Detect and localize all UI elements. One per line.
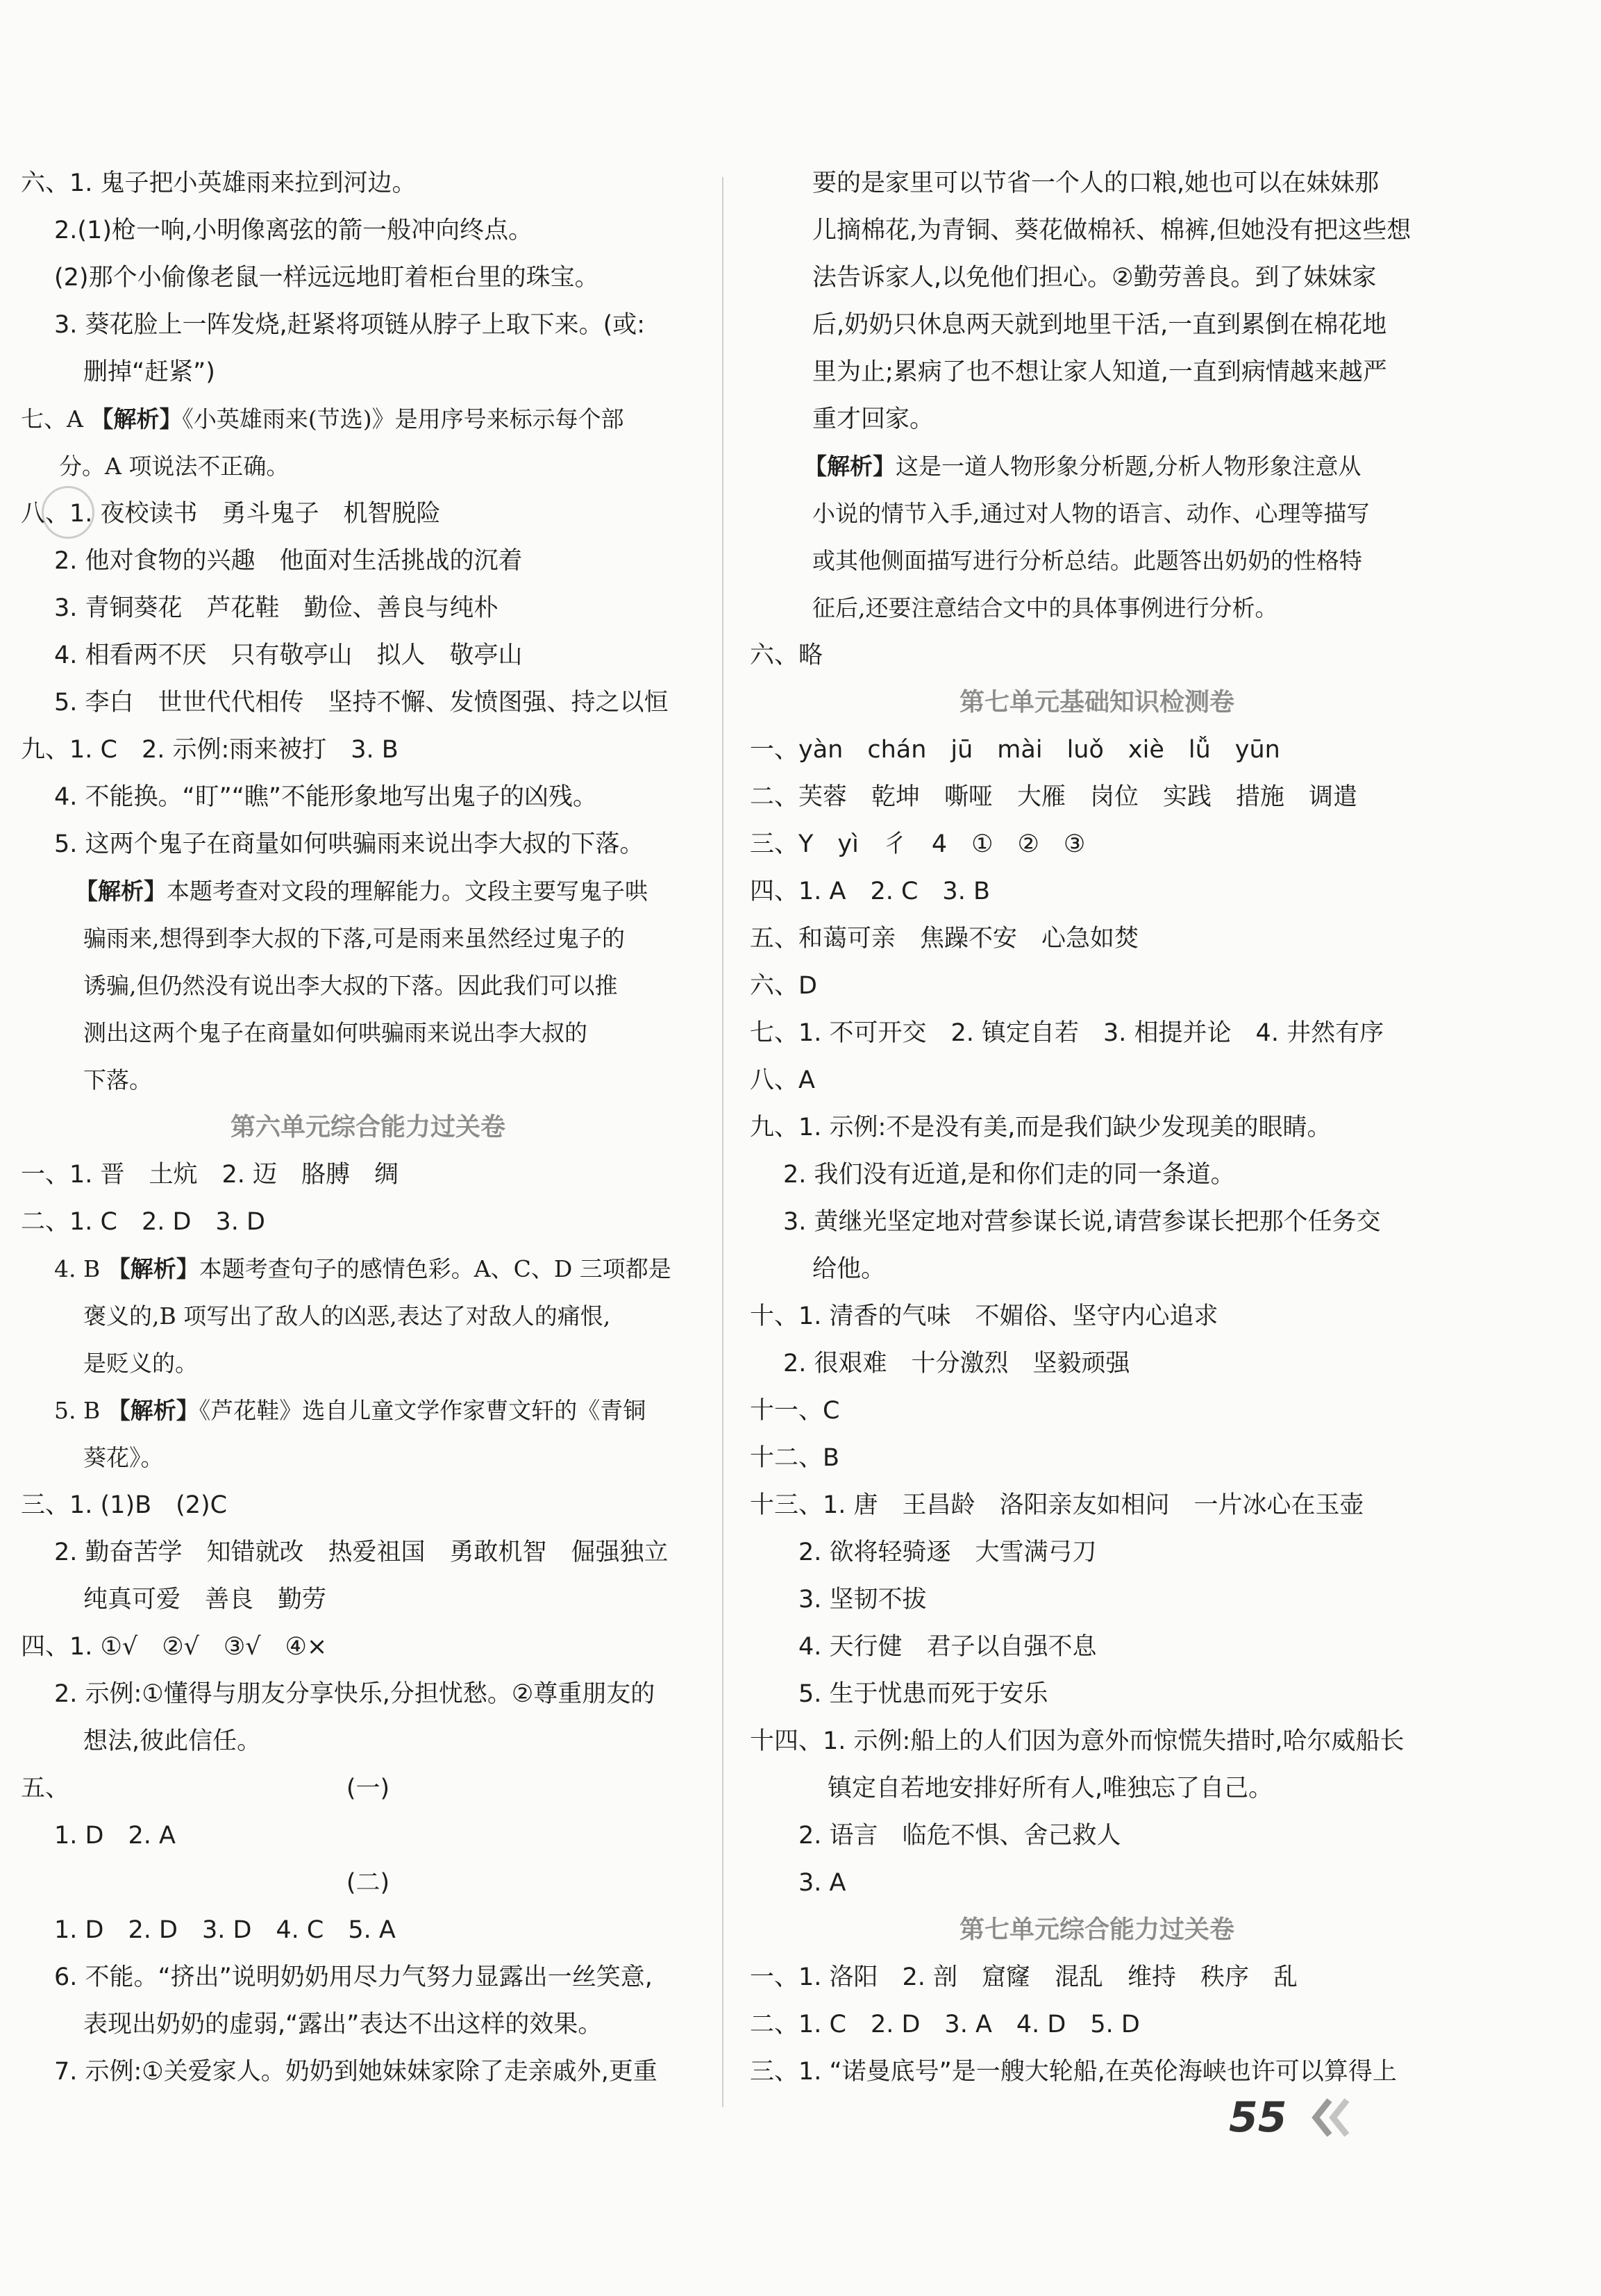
answer-text: 四、1. ①√ ②√ ③√ ④× [21, 1633, 328, 1661]
answer-line [812, 167, 1379, 200]
answer-line [828, 1772, 1273, 1805]
answer-line [812, 403, 934, 436]
answer-text: 3. 黄继光坚定地对营参谋长说,请营参谋长把那个任务交 [783, 1208, 1381, 1236]
answer-text: 2. 欲将轻骑逐 大雪满弓刀 [798, 1539, 1097, 1566]
answer-text: 3. 青铜葵花 芦花鞋 勤俭、善良与纯朴 [54, 594, 498, 622]
answer-line [54, 828, 644, 861]
faint-stamp-mark [42, 486, 94, 539]
answer-text: 删掉“赶紧”) [83, 358, 215, 386]
answer-text: 5. 李白 世世代代相传 坚持不懈、发愤图强、持之以恒 [54, 689, 669, 717]
answer-text: 表现出奶奶的虚弱,“露出”表达不出这样的效果。 [83, 2011, 603, 2038]
analysis-tag: 【解析】 [75, 878, 167, 905]
answer-text: 7. 示例:①关爱家人。奶奶到她妹妹家除了走亲戚外,更重 [54, 2058, 657, 2086]
answer-line [21, 403, 624, 436]
answer-line [750, 1016, 1384, 1050]
answer-line [54, 1536, 669, 1569]
answer-line [54, 261, 599, 294]
answer-line [783, 1347, 1130, 1380]
answer-line [812, 261, 1377, 294]
answer-line [54, 592, 498, 625]
analysis-text: 这是一道人物形象分析题,分析人物形象注意从 [896, 453, 1361, 480]
answer-text: 一、yàn chán jū mài luǒ xiè lǚ yūn [750, 736, 1280, 764]
answer-line [54, 308, 645, 342]
answer-text: (一) [346, 1775, 390, 1802]
answer-line [83, 1016, 587, 1050]
answer-text: 四、1. A 2. C 3. B [750, 878, 990, 905]
answer-line [750, 1441, 839, 1475]
analysis-tag: 【解析】 [107, 1397, 199, 1424]
answer-text: 是贬义的。 [83, 1350, 198, 1377]
answer-line [798, 1536, 1097, 1569]
analysis-tag: 【解析】 [90, 405, 183, 433]
answer-text: 5. B [54, 1397, 101, 1424]
answer-line [54, 1252, 671, 1286]
answer-line [812, 214, 1411, 247]
answer-line [21, 1489, 227, 1522]
answer-line [54, 780, 597, 814]
answer-text: 4. B [54, 1255, 101, 1282]
answer-line [750, 1961, 1298, 1994]
answer-text: 五、 [21, 1775, 70, 1802]
answer-line [54, 1913, 396, 1947]
answer-text: 重才回家。 [812, 405, 934, 433]
answer-line [798, 1583, 927, 1616]
answer-line [83, 922, 625, 955]
answer-text: 4. 相看两不厌 只有敬亭山 拟人 敬亭山 [54, 642, 523, 669]
answer-line [54, 544, 523, 578]
answer-line [54, 686, 669, 719]
answer-line [83, 1347, 198, 1380]
answer-text: 2. 他对食物的兴趣 他面对生活挑战的沉着 [54, 547, 523, 575]
answer-line [783, 1158, 1235, 1191]
answer-text: 儿摘棉花,为青铜、葵花做棉袄、棉裤,但她没有把这些想 [812, 217, 1411, 244]
answer-line [812, 308, 1386, 342]
answer-line [750, 922, 1139, 955]
answer-line [54, 639, 523, 672]
answer-text: 葵花》。 [83, 1444, 164, 1471]
answer-line [783, 1205, 1381, 1239]
answer-text: 3. A [798, 1869, 846, 1897]
section-title [750, 686, 1444, 719]
section-title [750, 1913, 1444, 1947]
answer-text: (二) [346, 1869, 390, 1897]
answer-line [54, 1677, 655, 1711]
answer-text: 七、A [21, 405, 83, 433]
analysis-text: 本题考查句子的感情色彩。A、C、D 三项都是 [199, 1255, 671, 1282]
answer-line [798, 1630, 1097, 1664]
answer-text: 九、1. 示例:不是没有美,而是我们缺少发现美的眼睛。 [750, 1114, 1332, 1141]
answer-text: 5. 生于忧患而死于安乐 [798, 1680, 1048, 1708]
answer-line [54, 1394, 646, 1427]
answer-text: 一、1. 晋 土炕 2. 迈 胳膊 绸 [21, 1161, 399, 1189]
answer-line [750, 828, 1085, 861]
answer-line [750, 1300, 1218, 1333]
answer-line [83, 1064, 152, 1097]
answer-text: 三、1. (1)B (2)C [21, 1491, 228, 1519]
answer-line [54, 1961, 653, 1994]
answer-text: 2. 语言 临危不惧、舍己救人 [798, 1822, 1121, 1850]
analysis-text: 《小英雄雨来(节选)》是用序号来标示每个部 [182, 405, 624, 433]
answer-line [21, 1866, 715, 1900]
answer-text: 分。A 项说法不正确。 [59, 453, 290, 480]
answer-text: 里为止;累病了也不想让家人知道,一直到病情越来越严 [812, 358, 1387, 386]
answer-line [75, 875, 648, 908]
analysis-text: 本题考查对文段的理解能力。文段主要写鬼子哄 [167, 878, 648, 905]
answer-line [83, 1725, 261, 1758]
answer-line [798, 1819, 1121, 1852]
answer-line [750, 733, 1280, 766]
answer-text: 2.(1)枪一响,小明像离弦的箭一般冲向终点。 [54, 217, 533, 244]
answer-text: 要的是家里可以节省一个人的口粮,她也可以在妹妹那 [812, 169, 1380, 197]
answer-text: 4. 不能换。“盯”“瞧”不能形象地写出鬼子的凶残。 [54, 783, 598, 811]
answer-line [750, 2008, 1140, 2041]
answer-line [54, 214, 533, 247]
answer-line [83, 2008, 602, 2041]
answer-text: 六、1. 鬼子把小英雄雨来拉到河边。 [21, 169, 417, 197]
answer-line [798, 1677, 1048, 1711]
answer-text: 六、略 [750, 642, 823, 669]
answer-text: 想法,彼此信任。 [83, 1727, 262, 1755]
answer-text: 4. 天行健 君子以自强不息 [798, 1633, 1097, 1661]
answer-line [750, 1064, 815, 1097]
answer-line [812, 592, 1278, 625]
answer-line [21, 1158, 399, 1191]
answer-text: 八、A [750, 1066, 815, 1094]
answer-text: 二、1. C 2. D 3. A 4. D 5. D [750, 2011, 1140, 2038]
section-title [21, 1111, 715, 1144]
answer-line [750, 1394, 839, 1427]
answer-line [21, 1630, 327, 1664]
answer-text: 3. 葵花脸上一阵发烧,赶紧将项链从脖子上取下来。(或: [54, 311, 646, 339]
answer-text: 3. 坚韧不拔 [798, 1586, 927, 1614]
answer-line [83, 969, 618, 1003]
answer-line [21, 1772, 715, 1805]
answer-text: 下落。 [83, 1066, 152, 1093]
answer-text: 三、Y yì 彳 4 ① ② ③ [750, 830, 1086, 858]
answer-text: 一、1. 洛阳 2. 剖 窟窿 混乱 维持 秩序 乱 [750, 1963, 1298, 1991]
answer-text: 七、1. 不可开交 2. 镇定自若 3. 相提并论 4. 井然有序 [750, 1019, 1384, 1047]
answer-line [804, 450, 1361, 483]
answer-text: 5. 这两个鬼子在商量如何哄骗雨来说出李大叔的下落。 [54, 830, 644, 858]
answer-text: 第六单元综合能力过关卷 [230, 1113, 505, 1141]
answer-text: 褒义的,B 项写出了敌人的凶恶,表达了对敌人的痛恨, [83, 1302, 611, 1330]
answer-line [83, 355, 215, 389]
answer-line [83, 1583, 326, 1616]
column-divider [722, 177, 723, 2107]
answer-line [750, 780, 1357, 814]
answer-line [750, 969, 817, 1003]
answer-text: 测出这两个鬼子在商量如何哄骗雨来说出李大叔的 [83, 1019, 587, 1046]
answer-line [83, 1441, 164, 1475]
answer-line [812, 497, 1370, 530]
answer-line [812, 355, 1387, 389]
answer-text: 诱骗,但仍然没有说出李大叔的下落。因此我们可以推 [83, 972, 618, 999]
answer-line [54, 1819, 176, 1852]
answer-text: 九、1. C 2. 示例:雨来被打 3. B [21, 736, 399, 764]
answer-text: 十四、1. 示例:船上的人们因为意外而惊慌失措时,哈尔威船长 [750, 1727, 1405, 1755]
answer-text: 五、和蔼可亲 焦躁不安 心急如焚 [750, 925, 1139, 953]
answer-line [798, 1866, 846, 1900]
answer-text: 1. D 2. A [54, 1822, 176, 1850]
answer-text: 六、D [750, 972, 817, 1000]
page-number: 55 [1229, 2093, 1287, 2142]
answer-text: 十、1. 清香的气味 不媚俗、坚守内心追求 [750, 1302, 1218, 1330]
answer-text: 八、1. 夜校读书 勇斗鬼子 机智脱险 [21, 500, 441, 528]
answer-line [59, 450, 289, 483]
answer-line [83, 1300, 610, 1333]
answer-text: 2. 很艰难 十分激烈 坚毅顽强 [783, 1350, 1130, 1377]
answer-text: 后,奶奶只休息两天就到地里干活,一直到累倒在棉花地 [812, 311, 1387, 339]
answer-text: 骗雨来,想得到李大叔的下落,可是雨来虽然经过鬼子的 [83, 925, 625, 952]
answer-text: 三、1. “诺曼底号”是一艘大轮船,在英伦海峡也许可以算得上 [750, 2058, 1397, 2086]
answer-text: 十三、1. 唐 王昌龄 洛阳亲友如相问 一片冰心在玉壶 [750, 1491, 1364, 1519]
answer-text: 2. 勤奋苦学 知错就改 热爱祖国 勇敢机智 倔强独立 [54, 1539, 669, 1566]
answer-text: 1. D 2. D 3. D 4. C 5. A [54, 1916, 396, 1944]
answer-text: 2. 我们没有近道,是和你们走的同一条道。 [783, 1161, 1235, 1189]
answer-line [750, 875, 990, 908]
answer-text: 或其他侧面描写进行分析总结。此题答出奶奶的性格特 [812, 547, 1362, 574]
answer-text: 镇定自若地安排好所有人,唯独忘了自己。 [828, 1775, 1273, 1802]
answer-text: 2. 示例:①懂得与朋友分享快乐,分担忧愁。②尊重朋友的 [54, 1680, 655, 1708]
answer-line [812, 1252, 885, 1286]
answer-text: 第七单元基础知识检测卷 [959, 688, 1234, 717]
answer-text: 十一、C [750, 1397, 840, 1425]
answer-line [750, 1725, 1404, 1758]
answer-text: 二、芙蓉 乾坤 嘶哑 大雁 岗位 实践 措施 调遣 [750, 783, 1358, 811]
answer-line [750, 1111, 1331, 1144]
analysis-text: 《芦花鞋》选自儿童文学作家曹文轩的《青铜 [199, 1397, 646, 1424]
analysis-tag: 【解析】 [804, 453, 896, 480]
answer-line [21, 167, 417, 200]
answer-text: 征后,还要注意结合文中的具体事例进行分析。 [812, 594, 1278, 621]
answer-text: 二、1. C 2. D 3. D [21, 1208, 265, 1236]
answer-text: 第七单元综合能力过关卷 [959, 1916, 1234, 1944]
answer-text: 纯真可爱 善良 勤劳 [83, 1586, 327, 1614]
answer-text: (2)那个小偷像老鼠一样远远地盯着柜台里的珠宝。 [54, 264, 599, 292]
answer-line [21, 733, 399, 766]
answer-text: 6. 不能。“挤出”说明奶奶用尽力气努力显露出一丝笑意, [54, 1963, 653, 1991]
answer-line [750, 1489, 1364, 1522]
answer-line [812, 544, 1362, 578]
answer-line [750, 639, 823, 672]
analysis-tag: 【解析】 [107, 1255, 199, 1282]
answer-line [21, 1205, 265, 1239]
answer-line [750, 2055, 1397, 2088]
answer-text: 给他。 [812, 1255, 886, 1283]
answer-text: 十二、B [750, 1444, 840, 1472]
double-chevron-icon [1309, 2097, 1357, 2138]
answer-line [54, 2055, 657, 2088]
answer-text: 小说的情节入手,通过对人物的语言、动作、心理等描写 [812, 500, 1370, 527]
answer-text: 法告诉家人,以免他们担心。②勤劳善良。到了妹妹家 [812, 264, 1377, 292]
